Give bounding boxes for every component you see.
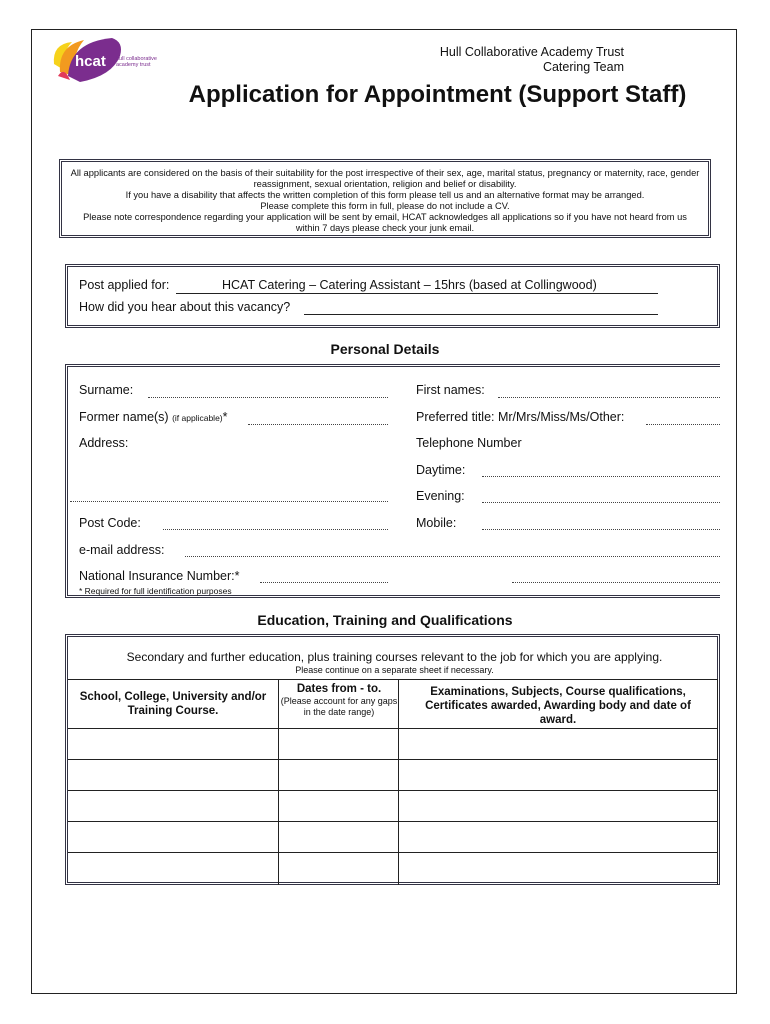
hcat-logo <box>50 36 170 86</box>
first-names-field[interactable] <box>498 397 720 398</box>
daytime-field[interactable] <box>482 476 720 477</box>
ni-number-label: National Insurance Number:* <box>79 569 240 583</box>
personal-details-title: Personal Details <box>330 341 440 357</box>
column-header-school: School, College, University and/or Training Course. <box>79 691 267 717</box>
table-rule <box>717 679 718 885</box>
page-title: Application for Appointment (Support Staff) <box>188 81 687 108</box>
ni-number-field[interactable] <box>260 582 388 583</box>
education-intro-note: Please continue on a separate sheet if necessary. <box>295 665 494 675</box>
table-row[interactable] <box>68 759 717 760</box>
former-names-star: * <box>222 410 228 424</box>
former-names-field[interactable] <box>248 424 388 425</box>
telephone-label: Telephone Number <box>416 436 522 450</box>
preferred-title-label: Preferred title: Mr/Mrs/Miss/Ms/Other: <box>416 410 625 424</box>
preferred-title-field[interactable] <box>646 424 720 425</box>
surname-field[interactable] <box>148 397 388 398</box>
education-intro-text: Secondary and further education, plus training courses relevant to the job for which you are applying. <box>126 650 663 664</box>
notice-box <box>59 159 711 238</box>
address-field[interactable] <box>70 501 388 502</box>
surname-label: Surname: <box>79 383 134 397</box>
org-name: Hull Collaborative Academy Trust <box>439 45 624 59</box>
table-rule <box>398 679 399 885</box>
logo-text: hcat <box>75 53 106 70</box>
notice-line: If you have a disability that affects the written completion of this form please tell us and an alternative format may be arranged. <box>125 190 645 200</box>
organisation-block <box>440 45 624 75</box>
post-applied-label: Post applied for: <box>79 278 170 292</box>
column-header-qualifications: Examinations, Subjects, Course qualifications, Certificates awarded, Awarding body and date of award. <box>425 686 691 726</box>
table-row[interactable] <box>68 821 717 822</box>
notice-line: All applicants are considered on the basis of their suitability for the post irrespective of their sex, age, marital status, pregnancy or maternity, race, gender reassignment, sexual orientation, religion and belief or disability. <box>70 168 700 189</box>
evening-field[interactable] <box>482 502 720 503</box>
table-rule <box>68 679 717 680</box>
education-title: Education, Training and Qualifications <box>257 612 513 628</box>
education-table <box>65 634 720 885</box>
table-row[interactable] <box>68 790 717 791</box>
former-names-text: Former name(s) <box>79 410 169 424</box>
required-note: * Required for full identification purposes <box>79 586 232 596</box>
notice-line: Please complete this form in full, please do not include a CV. <box>260 201 510 211</box>
former-names-note: (if applicable) <box>172 413 223 423</box>
dates-header-note: (Please account for any gaps in the date range) <box>280 696 398 717</box>
post-applied-box <box>65 264 720 328</box>
notice-line: Please note correspondence regarding your application will be sent by email, HCAT acknowledges all applications so if you have not heard from us within 7 days please check your junk email. <box>83 212 687 233</box>
post-applied-value[interactable]: HCAT Catering – Catering Assistant – 15hrs (based at Collingwood) <box>222 278 597 292</box>
table-row[interactable] <box>68 852 717 853</box>
first-names-label: First names: <box>416 383 485 397</box>
email-label: e-mail address: <box>79 543 165 557</box>
personal-details-box <box>65 364 720 598</box>
ni-number-extra-field[interactable] <box>512 582 720 583</box>
education-intro <box>71 640 718 683</box>
team-name: Catering Team <box>542 60 624 74</box>
postcode-field[interactable] <box>163 529 388 530</box>
mobile-field[interactable] <box>482 529 720 530</box>
former-names-label <box>79 410 228 424</box>
post-applied-line <box>176 293 658 294</box>
vacancy-source-field[interactable] <box>304 314 658 315</box>
column-header-dates <box>280 682 398 718</box>
postcode-label: Post Code: <box>79 516 141 530</box>
address-label: Address: <box>79 436 129 450</box>
dates-header-text: Dates from - to. <box>296 683 382 695</box>
email-field[interactable] <box>185 556 720 557</box>
vacancy-source-label: How did you hear about this vacancy? <box>79 300 291 314</box>
evening-label: Evening: <box>416 489 465 503</box>
mobile-label: Mobile: <box>416 516 457 530</box>
logo-tagline: hull collaborative academy trust <box>116 56 157 68</box>
table-rule <box>278 679 279 885</box>
table-row[interactable] <box>68 728 717 729</box>
daytime-label: Daytime: <box>416 463 466 477</box>
